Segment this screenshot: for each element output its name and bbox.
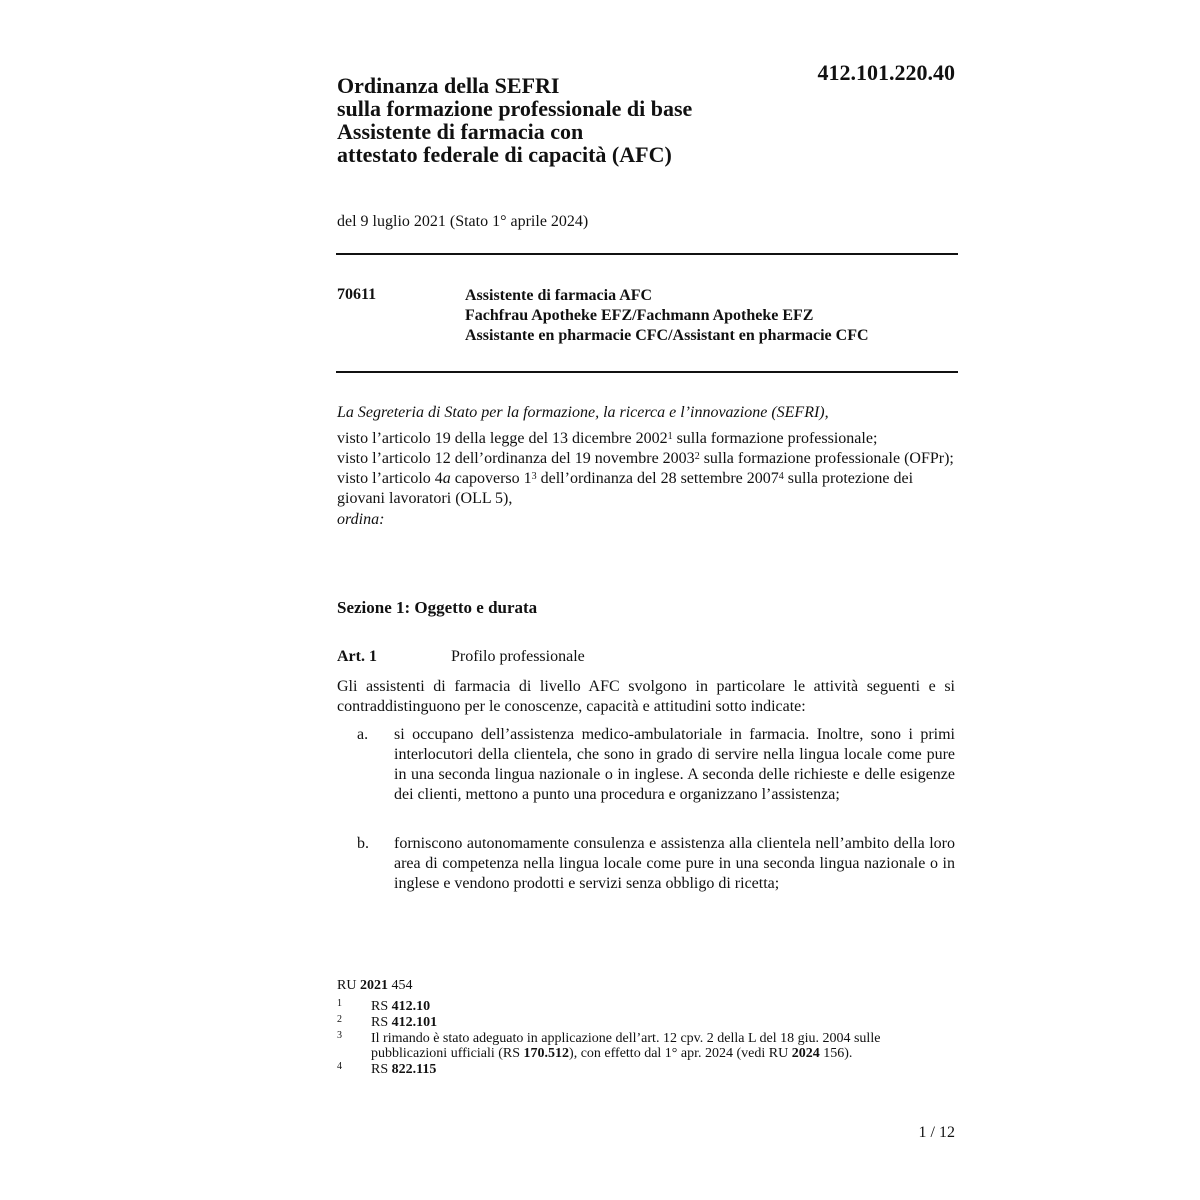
footnote-2: 2 RS 412.101 <box>337 1014 438 1030</box>
footnote-ref[interactable]: 4 <box>778 471 784 482</box>
bottom-divider <box>336 371 958 373</box>
article-heading <box>337 648 585 666</box>
footnote-3: 3 Il rimando è stato adeguato in applicazione dell’art. 12 cpv. 2 della L del 18 giu. 2004 sulle pubblicazioni ufficiali (RS 170.512), con effetto dal 1° apr. 2024 (vedi RU 2024 156). <box>337 1030 881 1061</box>
document-date: del 9 luglio 2021 (Stato 1° aprile 2024) <box>337 213 589 230</box>
profession-code: 70611 <box>337 286 377 303</box>
profession-name-fr: Assistante en pharmacie CFC/Assistant en pharmacie CFC <box>465 327 869 344</box>
top-divider <box>336 253 958 255</box>
profession-name-de: Fachfrau Apotheke EFZ/Fachmann Apotheke EFZ <box>465 307 814 324</box>
section-heading: Sezione 1: Oggetto e durata <box>337 598 538 617</box>
list-text: si occupano dell’assistenza medico-ambulatoriale in farmacia. Inoltre, sono i primi interlocutori della clientela, che sono in grado di servire nella lingua locale come pure in una seconda lingua nazionale o in inglese. A seconda delle richieste e delle esigenze dei clienti, mettono a punto una procedura e organizzano l’assistenza; <box>394 726 955 803</box>
profession-name-it: Assistente di farmacia AFC <box>465 287 653 304</box>
preamble-ordina: ordina: <box>337 511 385 528</box>
article-number: Art. 1 <box>337 648 377 665</box>
list-item <box>357 725 955 805</box>
list-text: forniscono autonomamente consulenza e assistenza alla clientela nell’ambito della loro area di competenza nella lingua locale come pure in una seconda lingua nazionale o in inglese e vendono prodotti e servizi senza obbligo di ricetta; <box>394 835 955 892</box>
footnote-1: 1 RS 412.10 <box>337 998 431 1014</box>
preamble-issuer: La Segreteria di Stato per la formazione, la ricerca e l’innovazione (SEFRI), <box>337 404 829 421</box>
preamble-visto-3: visto l’articolo 4a capoverso $1^3$ dell’ordinanza del 28 settembre 2007$^4$ sulla protezione dei giovani lavoratori (OLL 5), <box>337 470 914 507</box>
title-line: attestato federale di capacità (AFC) <box>337 142 672 167</box>
profession-names <box>465 286 869 346</box>
title-line: Ordinanza della SEFRI <box>337 73 560 98</box>
footnotes <box>337 999 937 1078</box>
title-line: Assistente di farmacia con <box>337 119 584 144</box>
footnote-ref[interactable]: 2 <box>694 451 700 462</box>
footnote-ref[interactable]: 3 <box>531 471 537 482</box>
article-title: Profilo professionale <box>451 648 585 665</box>
document-title <box>337 74 777 166</box>
preamble-visto-2: visto l’articolo 12 dell’ordinanza del 19 novembre 2003$^2$ sulla formazione professionale (OFPr); <box>337 450 954 467</box>
list-letter: b. <box>357 835 369 852</box>
preamble <box>337 403 955 530</box>
footnote-4: 4 RS 822.115 <box>337 1061 437 1077</box>
preamble-visto-1: visto l’articolo 19 della legge del 13 dicembre 2002$^1$ sulla formazione professionale; <box>337 430 878 447</box>
list-letter: a. <box>357 726 369 743</box>
list-item <box>357 834 955 894</box>
page-number: 1 / 12 <box>918 1124 955 1141</box>
document-number: 412.101.220.40 <box>817 60 955 85</box>
article-intro: Gli assistenti di farmacia di livello AFC svolgono in particolare le attività seguenti e si contraddistinguono per le conoscenze, capacità e attitudini sotto indicate: <box>337 678 955 715</box>
title-line: sulla formazione professionale di base <box>337 96 693 121</box>
footnote-ref[interactable]: 1 <box>667 431 673 442</box>
official-collection-ref: RU 2021 454 <box>337 978 413 993</box>
